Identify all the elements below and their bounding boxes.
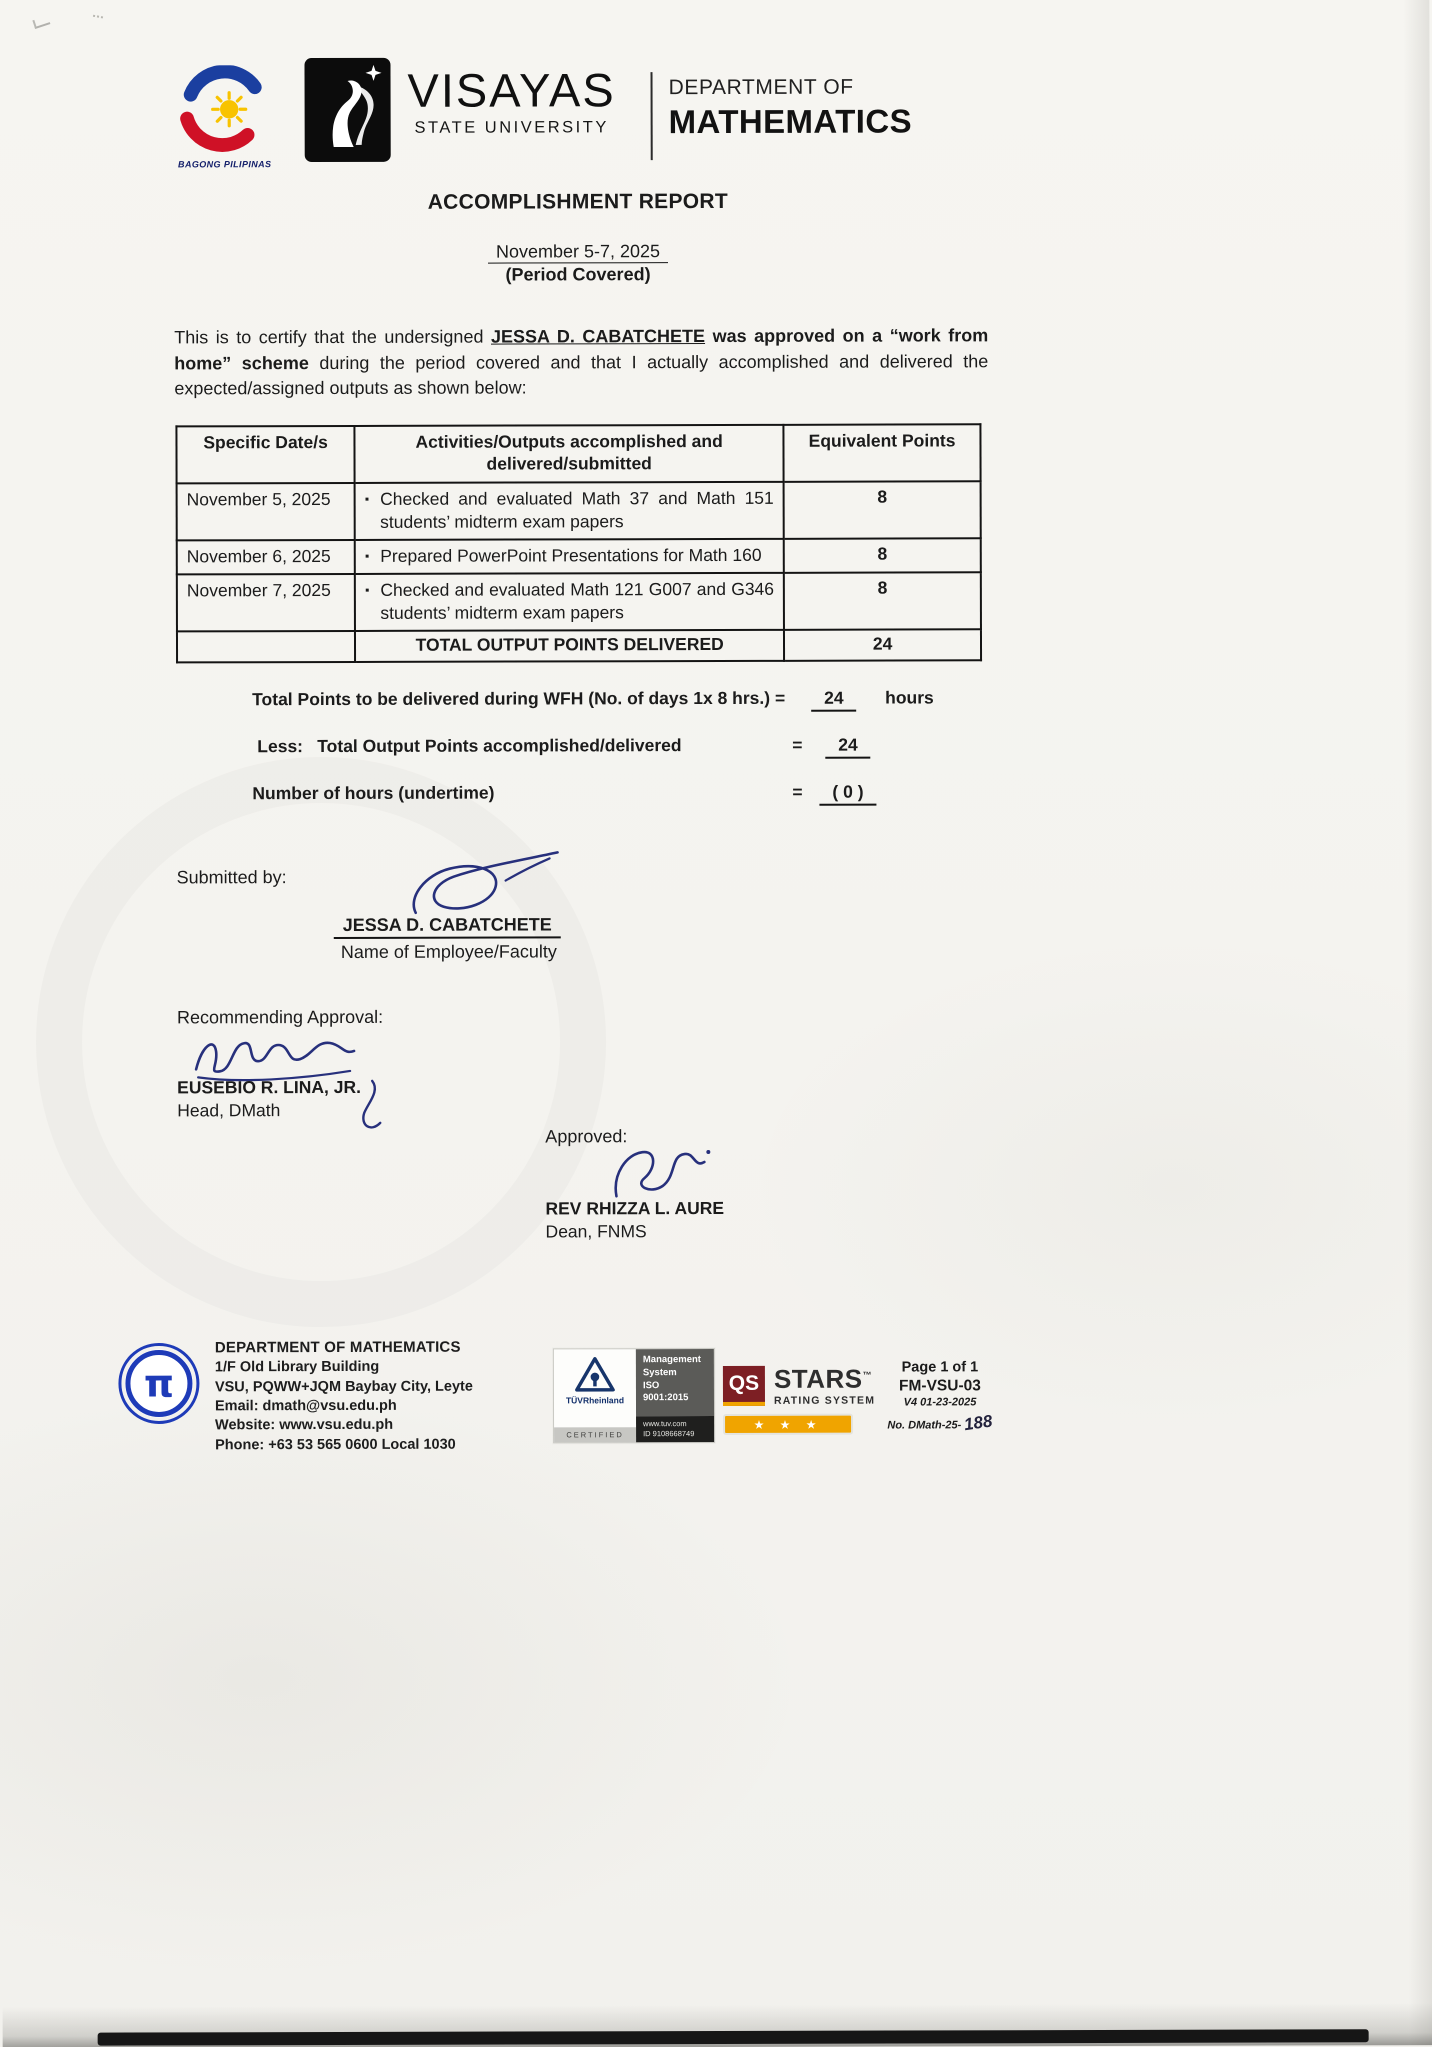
dean-name: REV RHIZZA L. AURE [545, 1197, 725, 1219]
tuv-brand-label: TÜVRheinland [565, 1395, 625, 1406]
activity-cell [355, 539, 784, 574]
submitted-by-label: Submitted by: [176, 867, 287, 888]
university-name: VISAYAS [407, 63, 616, 117]
qs-logo: QS [723, 1366, 765, 1406]
total-label-cell: TOTAL OUTPUT POINTS DELIVERED [355, 630, 784, 662]
tuv-id: ID 9108668749 [643, 1428, 695, 1439]
tuv-iso-label: ISO 9001:2015 [642, 1379, 689, 1404]
points-cell: 8 [784, 481, 981, 539]
tuv-certification-badge [553, 1348, 715, 1443]
certification-paragraph [174, 323, 988, 402]
qs-stars-word [773, 1363, 875, 1394]
activity-text: Prepared PowerPoint Presentations for Math 160 [380, 544, 762, 566]
activity-text: Checked and evaluated Math 37 and Math 151 students’ midterm exam papers [380, 487, 774, 533]
mathematics-label: MATHEMATICS [668, 102, 912, 141]
employee-name-inline: JESSA D. CABATCHETE [490, 326, 706, 347]
tuv-management-system [636, 1349, 714, 1416]
period-dates-text: November 5-7, 2025 [488, 241, 668, 263]
head-signature-flourish [352, 1077, 390, 1137]
tuv-certified-label: CERTIFIED [554, 1427, 636, 1442]
footer-email: Email: dmath@vsu.edu.ph [214, 1397, 397, 1415]
col-header-activities: Activities/Outputs accomplished and delivered/submitted [355, 425, 784, 483]
footer-contact-block [215, 1338, 473, 1456]
form-version: V4 01-23-2025 [903, 1396, 977, 1409]
tuv-mgmt-line: System [642, 1366, 677, 1379]
summary-suffix: hours [885, 687, 934, 708]
approved-label: Approved: [545, 1126, 628, 1147]
less-label: Less: [257, 736, 304, 757]
date-cell: November 7, 2025 [177, 574, 355, 632]
table-row [177, 538, 981, 574]
bullet-icon [365, 545, 369, 569]
footer-phone: Phone: +63 53 565 0600 Local 1030 [215, 1436, 456, 1454]
equals-sign: = [792, 781, 803, 802]
pen-mark [32, 15, 50, 29]
page-indicator: Page 1 of 1 [901, 1359, 979, 1376]
pen-mark [93, 11, 104, 19]
dean-title: Dean, FNMS [545, 1221, 647, 1242]
points-cell: 8 [784, 572, 981, 630]
qs-logo-row [723, 1363, 879, 1407]
qs-wordmark [773, 1363, 876, 1407]
footer-address-line: VSU, PQWW+JQM Baybay City, Leyte [214, 1378, 473, 1395]
summary-label: Number of hours (undertime) [252, 782, 495, 804]
certify-mid: was approved on a “work from home” scheme [174, 325, 989, 374]
table-row [177, 572, 981, 631]
qs-stars-badge [723, 1363, 879, 1435]
tuv-website-strip [636, 1416, 714, 1442]
period-caption: (Period Covered) [505, 264, 651, 285]
document-number-label: No. DMath-25- [887, 1419, 962, 1432]
col-header-dates: Specific Date/s [176, 426, 354, 483]
head-name: EUSEBIO R. LINA, JR. [177, 1076, 361, 1098]
recommending-approval-label: Recommending Approval: [176, 1006, 384, 1028]
qs-rating-system-label: RATING SYSTEM [773, 1394, 876, 1407]
qs-stars-bar: ★ ★ ★ [723, 1414, 853, 1435]
summary-value: ( 0 ) [819, 782, 876, 806]
summary-line-less [175, 734, 989, 764]
university-wordmark [397, 62, 625, 138]
table-row [177, 481, 981, 540]
summary-label: Total Output Points accomplished/delivered [317, 735, 682, 757]
bagong-pilipinas-emblem [172, 65, 276, 153]
summary-section [175, 687, 989, 829]
bullet-icon [365, 488, 369, 535]
period-dates [173, 240, 983, 263]
university-subtitle: STATE UNIVERSITY [414, 118, 609, 137]
qs-stars-text: STARS [773, 1363, 863, 1394]
qs-tm-mark: ™ [862, 1369, 873, 1380]
handwritten-number: 188 [963, 1411, 994, 1435]
tuv-site: www.tuv.com [643, 1418, 687, 1428]
header-divider [651, 72, 653, 160]
form-info-block [877, 1359, 1003, 1433]
activity-text: Checked and evaluated Math 121 G007 and G346 students’ midterm exam papers [380, 578, 775, 624]
tuv-info-panel [636, 1349, 714, 1442]
activity-cell [355, 482, 784, 540]
footer-website: Website: www.vsu.edu.ph [215, 1417, 394, 1434]
summary-label: Total Points to be delivered during WFH (No. of days 1x 8 hrs.) = [252, 687, 786, 710]
bullet-icon [365, 579, 369, 626]
employee-name: JESSA D. CABATCHETE [334, 914, 561, 939]
department-of-label: DEPARTMENT OF [668, 75, 854, 100]
table-header-row [176, 424, 980, 483]
vsu-logo [303, 57, 391, 163]
date-cell: November 6, 2025 [177, 540, 355, 574]
bagong-pilipinas-logo [163, 65, 285, 169]
points-cell: 8 [784, 538, 981, 572]
tuv-mgmt-line: Management [642, 1354, 701, 1366]
footer-address-line: 1/F Old Library Building [214, 1358, 380, 1376]
department-name-block [669, 75, 912, 141]
form-code: FM-VSU-03 [899, 1377, 981, 1395]
bagong-pilipinas-label: BAGONG PILIPINAS [178, 159, 272, 170]
math-department-pi-logo [117, 1341, 201, 1425]
tuv-logo-panel [554, 1349, 636, 1442]
table-total-row [177, 629, 981, 662]
accomplishment-table [175, 423, 982, 663]
tuv-triangle-icon [574, 1355, 616, 1393]
total-points-cell: 24 [784, 629, 981, 661]
activity-cell [355, 572, 784, 630]
col-header-points: Equivalent Points [784, 424, 981, 481]
report-title: ACCOMPLISHMENT REPORT [427, 189, 729, 214]
svg-text:π: π [143, 1361, 175, 1406]
certify-post: during the period covered and that I actually accomplished and delivered the expected/assigned outputs as shown below: [174, 351, 989, 399]
summary-value: 24 [825, 735, 871, 759]
equals-sign: = [792, 734, 803, 755]
scan-edge-shadow [1403, 0, 1432, 2045]
summary-line-undertime [175, 781, 989, 811]
empty-cell [177, 631, 355, 662]
head-title: Head, DMath [177, 1100, 281, 1121]
certify-pre: This is to certify that the undersigned [174, 326, 492, 348]
document-number [877, 1413, 1003, 1433]
summary-line-total-points [175, 687, 989, 717]
footer-department-name: DEPARTMENT OF MATHEMATICS [214, 1338, 461, 1357]
date-cell: November 5, 2025 [177, 483, 355, 541]
summary-value: 24 [811, 688, 857, 712]
employee-title: Name of Employee/Faculty [340, 941, 557, 962]
